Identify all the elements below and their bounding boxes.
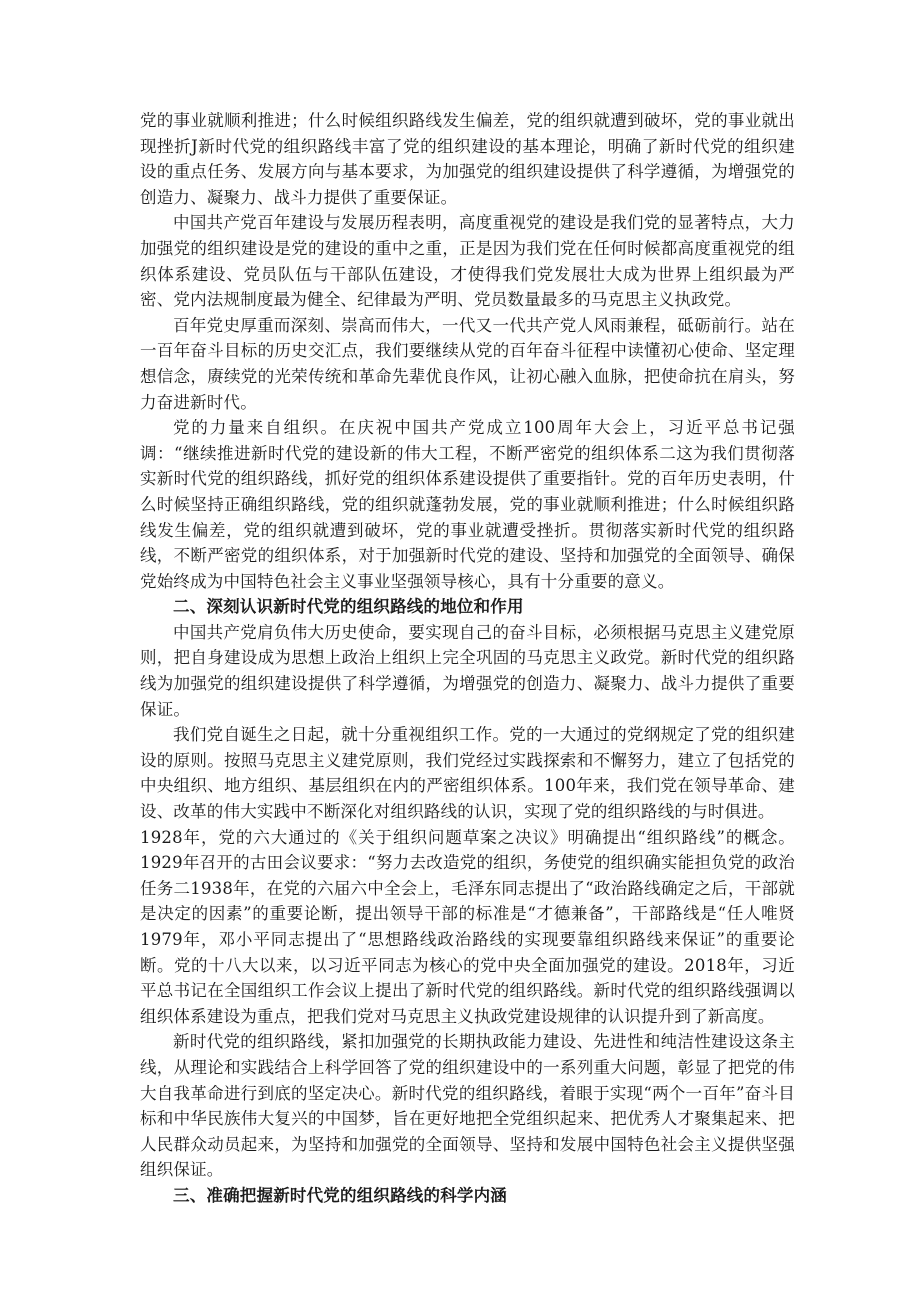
- paragraph-party-history: 中国共产党百年建设与发展历程表明，高度重视党的建设是我们党的显著特点，大力加强党的组织建设是党的建设的重中之重，正是因为我们党在任何时候都高度重视党的组织体系建设、党员队伍与干部队伍建设，才使得我们党发展壮大成为世界上组织最为严密、党内法规制度最为健全、纪律最为严明、党员数量最多的马克思主义执政党。: [140, 213, 795, 310]
- paragraph-new-era-line: 新时代党的组织路线，紧扣加强党的长期执政能力建设、先进性和纯洁性建设这条主线，从理论和实践结合上科学回答了党的组织建设中的一系列重大问题，彰显了把党的伟大自我革命进行到底的坚定决心。新时代党的组织路线，着眼于实现“两个一百年”奋斗目标和中华民族伟大复兴的中国梦，旨在更好地把全党组织起来、把优秀人才聚集起来、把人民群众动员起来，为坚持和加强党的全面领导、坚持和发展中国特色社会主义提供坚强组织保证。: [140, 1032, 795, 1180]
- section-heading-3: 三、准确把握新时代党的组织路线的科学内涵: [173, 1185, 507, 1205]
- paragraph-continuation: 党的事业就顺利推进；什么时候组织路线发生偏差，党的组织就遭到破坏，党的事业就出现挫折J新时代党的组织路线丰富了党的组织建设的基本理论，明确了新时代党的组织建设的重点任务、发展方向与基本要求，为加强党的组织建设提供了科学遵循，为增强党的创造力、凝聚力、战斗力提供了重要保证。: [140, 111, 795, 207]
- paragraph-centennial: 百年党史厚重而深刻、崇高而伟大，一代又一代共产党人风雨兼程，砥砺前行。站在一百年奋斗目标的历史交汇点，我们要继续从党的百年奋斗征程中读懂初心使命、坚定理想信念，赓续党的光荣传统和革命先辈优良作风，让初心融入血脉，把使命抗在肩头，努力奋进新时代。: [140, 315, 795, 412]
- paragraph-organization-work: 我们党自诞生之日起，就十分重视组织工作。党的一大通过的党纲规定了党的组织建设的原则。按照马克思主义建党原则，我们党经过实践探索和不懈努力，建立了包括党的中央组织、地方组织、基层组织在内的严密组织体系。100年来，我们党在领导革命、建设、改革的伟大实践中不断深化对组织路线的认识，实现了党的组织路线的与时俱进。: [140, 725, 795, 822]
- paragraph-history-timeline: 1928年，党的六大通过的《关于组织问题草案之决议》明确提出“组织路线”的概念。1929年召开的古田会议要求：“努力去改造党的组织，务使党的组织确实能担负党的政治任务二1938年，在党的六届六中全会上，毛泽东同志提出了“政治路线确定之后，干部就是决定的因素”的重要论断，提出领导干部的标准是“才德兼备”，干部路线是“任人唯贤1979年，邓小平同志提出了“思想路线政治路线的实现要靠组织路线来保证”的重要论断。党的十八大以来，以习近平同志为核心的党中央全面加强党的建设。2018年，习近平总书记在全国组织工作会议上提出了新时代党的组织路线。新时代党的组织路线强调以组织体系建设为重点，把我们党对马克思主义执政党建设规律的认识提升到了新高度。: [140, 827, 795, 1026]
- section-heading-2: 二、深刻认识新时代党的组织路线的地位和作用: [173, 597, 524, 617]
- paragraph-mission: 中国共产党肩负伟大历史使命，要实现自己的奋斗目标，必须根据马克思主义建党原则，把自身建设成为思想上政治上组织上完全巩固的马克思主义政党。新时代党的组织路线为加强党的组织建设提供了科学遵循，为增强党的创造力、凝聚力、战斗力提供了重要保证。: [140, 622, 795, 719]
- paragraph-organization-strength: 党的力量来自组织。在庆祝中国共产党成立100周年大会上，习近平总书记强调：“继续推进新时代党的建设新的伟大工程，不断严密党的组织体系二这为我们贯彻落实新时代党的组织路线，抓好党的组织体系建设提供了重要指针。党的百年历史表明，什么时候坚持正确组织路线，党的组织就蓬勃发展，党的事业就顺利推进；什么时候组织路线发生偏差，党的组织就遭到破坏，党的事业就遭受挫折。贯彻落实新时代党的组织路线，不断严密党的组织体系，对于加强新时代党的建设、坚持和加强党的全面领导、确保党始终成为中国特色社会主义事业坚强领导核心，具有十分重要的意义。: [140, 418, 795, 591]
- document-page: [140, 108, 795, 1209]
